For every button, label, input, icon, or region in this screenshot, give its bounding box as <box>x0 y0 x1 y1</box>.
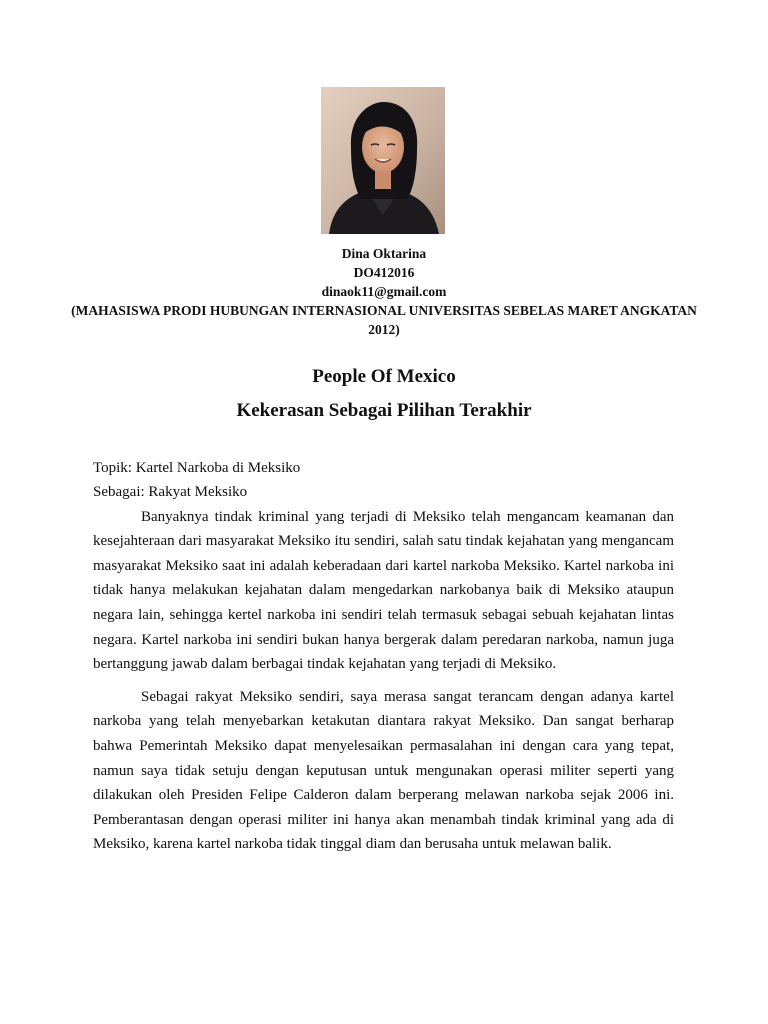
body-paragraph: Sebagai rakyat Meksiko sendiri, saya merasa sangat terancam dengan adanya kartel narkoba yang telah menyebarkan ketakutan diantara rakyat Meksiko. Dan sangat berharap bahwa Pemerintah Meksiko dapat menyelesaikan permasalahan ini dengan cara yang tepat, namun saya tidak setuju dengan keputusan untuk mengunakan operasi militer seperti yang dilakukan oleh Presiden Felipe Calderon dalam berperang melawan narkoba sejak 2006 ini. Pemberantasan dengan operasi militer ini hanya akan menambah tindak kriminal yang ada di Meksiko, karena kartel narkoba tidak tinggal diam dan berusaha untuk melawan balik. <box>93 688 674 853</box>
document-body <box>93 456 674 857</box>
author-block <box>60 244 708 339</box>
title-block <box>60 364 708 424</box>
author-email: dinaok11@gmail.com <box>321 284 447 299</box>
document-title: People Of Mexico <box>312 366 456 387</box>
body-paragraph: Banyaknya tindak kriminal yang terjadi di Meksiko telah mengancam keamanan dan kesejahteraan dari masyarakat Meksiko itu sendiri, salah satu tindak kejahatan yang mengancam masyarakat Meksiko saat ini adalah keberadaan dari kartel narkoba Meksiko. Kartel narkoba ini tidak hanya melakukan kejahatan dalam mengedarkan narkobanya baik di Meksiko ataupun negara lain, sehingga kertel narkoba ini sendiri telah termasuk sebagai sebuah kejahatan lintas negara. Kartel narkoba ini sendiri bukan hanya bergerak dalam peredaran narkoba, namun juga bertanggung jawab dalam berbagai tindak kejahatan yang terjadi di Meksiko. <box>93 508 674 673</box>
author-name: Dina Oktarina <box>341 246 427 261</box>
document-subtitle: Kekerasan Sebagai Pilihan Terakhir <box>236 400 532 421</box>
author-id: DO412016 <box>353 265 415 280</box>
author-affiliation: (MAHASISWA PRODI HUBUNGAN INTERNASIONAL UNIVERSITAS SEBELAS MARET ANGKATAN 2012) <box>71 303 697 337</box>
role-line: Sebagai: Rakyat Meksiko <box>93 484 248 501</box>
author-photo <box>321 87 445 234</box>
topic-line: Topik: Kartel Narkoba di Meksiko <box>93 460 301 476</box>
